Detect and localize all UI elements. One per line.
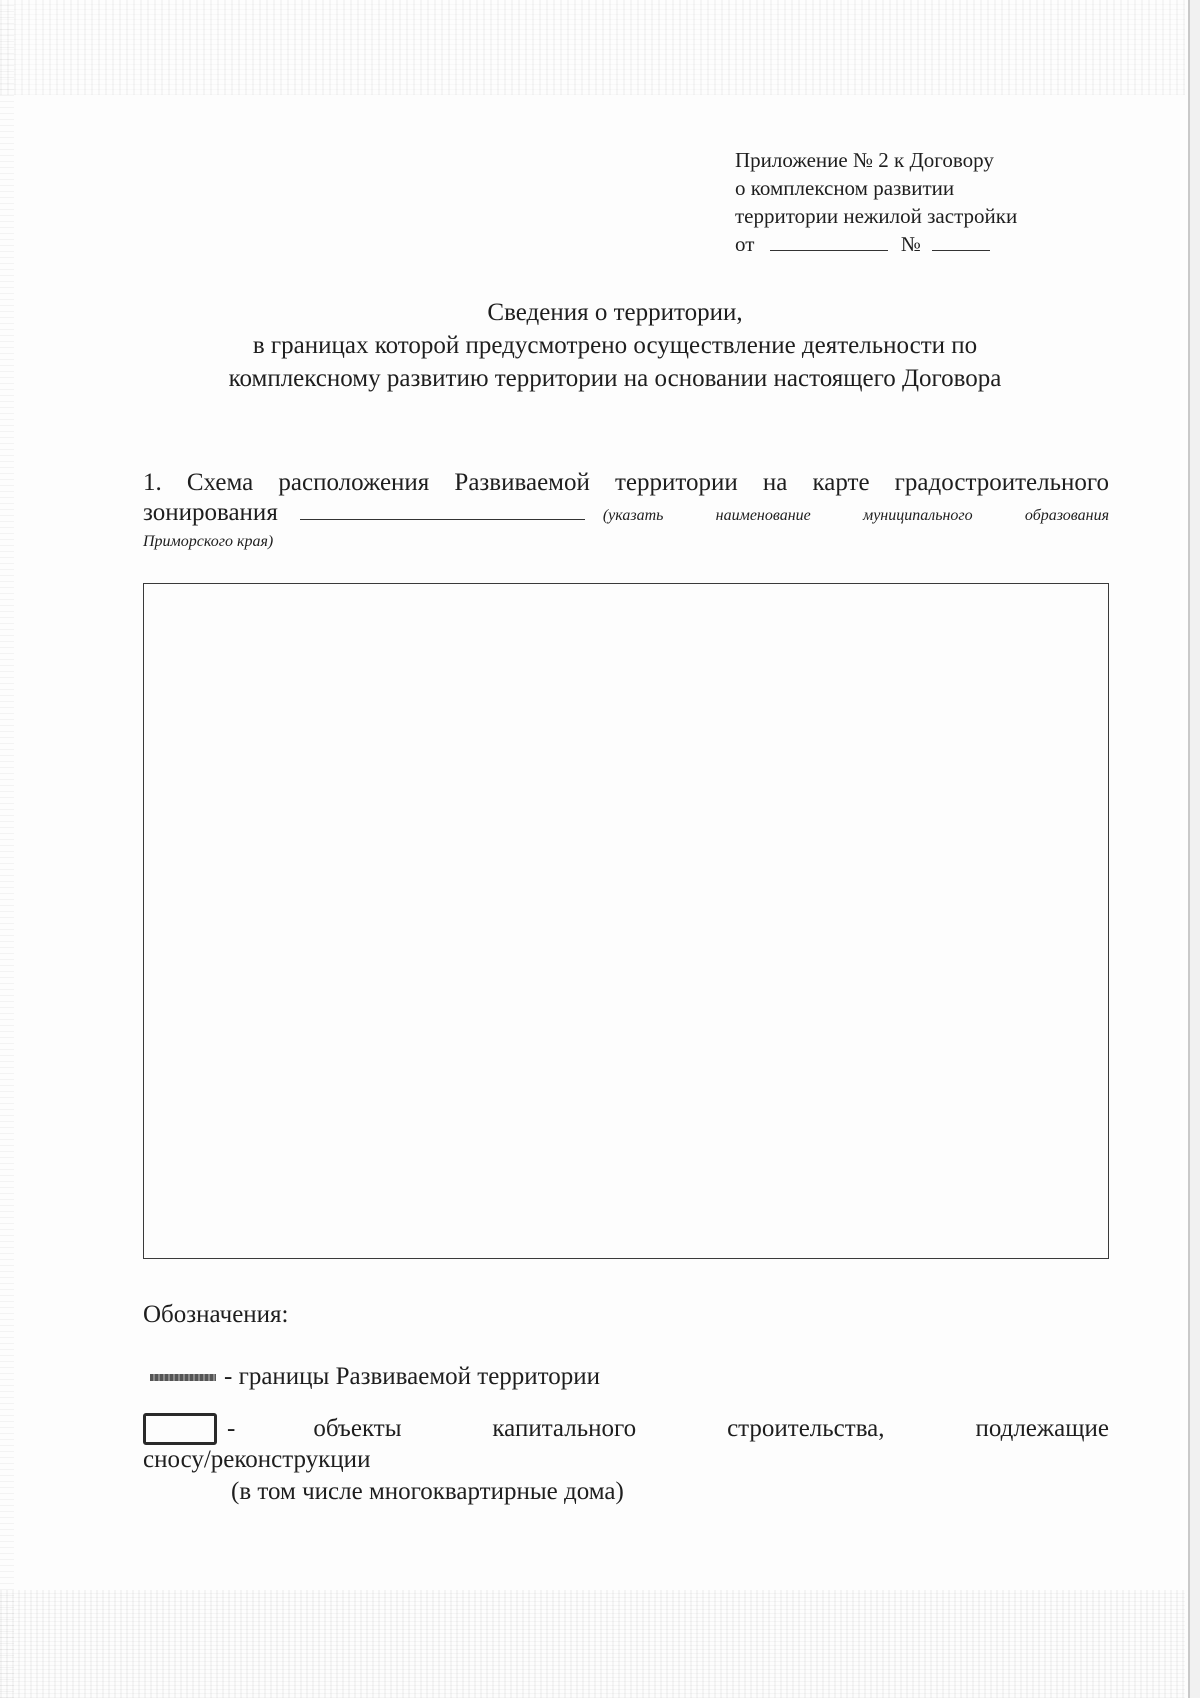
municipality-blank-field[interactable] [300,499,585,520]
title-line-2: в границах которой предусмотрено осуществление деятельности по [252,332,978,359]
appendix-line-4 [735,230,1017,258]
object-outline-icon [143,1413,217,1445]
legend-objects-line-1 [143,1413,1109,1445]
scan-noise-bottom [0,1590,1185,1698]
legend-objects-text: объекты капитального строительства, подлежащие [313,1415,1109,1442]
date-label: от [735,232,755,256]
appendix-line-2: о комплексном развитии [735,176,955,200]
section-1-heading [143,468,1109,553]
legend-item-objects [143,1413,1109,1509]
scan-margin-right [1190,0,1200,1698]
boundary-line-icon [150,1374,216,1381]
scan-noise-top [0,0,1185,95]
appendix-header [735,146,1017,258]
appendix-line-3: территории нежилой застройки [735,204,1018,228]
title-line-1: Сведения о территории, [487,299,743,326]
zoning-label: зонирования [143,499,278,526]
scan-noise-left [0,0,14,1698]
scheme-placeholder-frame [143,583,1109,1259]
section-1-line-2 [143,498,1109,531]
municipality-hint-cont: Приморского края) [143,533,274,550]
section-1-line-1: 1. Схема расположения Развиваемой территории на карте градостроительного [143,469,1109,496]
legend-title: Обозначения: [143,1301,289,1328]
title-line-3: комплексному развитию территории на основании настоящего Договора [228,365,1002,392]
legend-objects-dash: - [227,1415,236,1442]
number-blank-field[interactable] [932,231,990,251]
legend-boundary-text: - границы Развиваемой территории [224,1363,601,1390]
legend-objects-note: (в том числе многоквартирные дома) [231,1478,624,1505]
legend-item-boundary [150,1362,600,1392]
legend-objects-cont: сносу/реконструкции [143,1446,371,1473]
document-title [150,296,1080,395]
municipality-hint: (указать наименование муниципального образования [602,507,1109,524]
appendix-line-1: Приложение № 2 к Договору [735,148,994,172]
date-blank-field[interactable] [770,231,888,251]
number-label: № [900,232,921,256]
